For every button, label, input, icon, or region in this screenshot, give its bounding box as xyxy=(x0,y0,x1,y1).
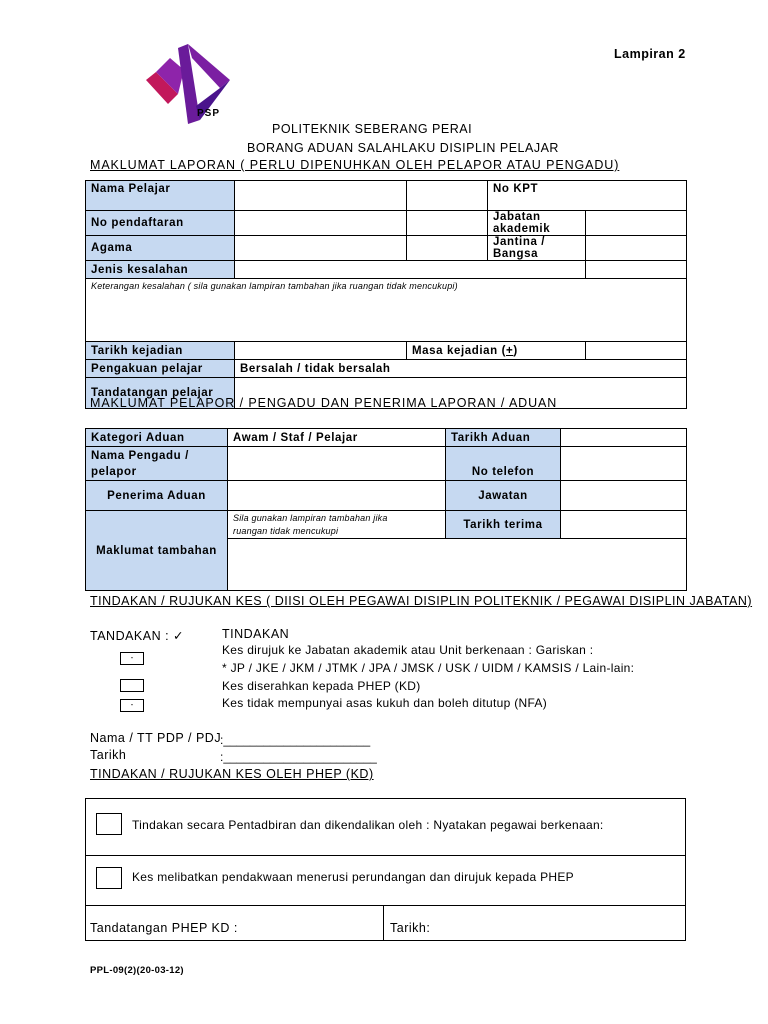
opt-nfa: Kes tidak mempunyai asas kukuh dan boleh ditutup (NFA) xyxy=(222,696,548,710)
label-jantina: Jantina / Bangsa xyxy=(488,236,586,261)
divider xyxy=(86,905,685,906)
complainant-table xyxy=(85,428,687,591)
input-jawatan[interactable] xyxy=(561,481,687,511)
section2-title: MAKLUMAT PELAPOR / PENGADU DAN PENERIMA LAPORAN / ADUAN xyxy=(90,396,558,410)
tindakan-heading: TINDAKAN xyxy=(222,627,290,641)
label-jawatan: Jawatan xyxy=(446,481,561,511)
opt-pentadbiran: Tindakan secara Pentadbiran dan dikendalikan oleh : Nyatakan pegawai berkenaan: xyxy=(132,818,604,832)
label-jenis: Jenis kesalahan xyxy=(86,261,235,279)
label-no-kpt: No KPT xyxy=(488,181,687,211)
checkbox-rujuk-jabatan[interactable]: - xyxy=(120,652,144,665)
keterangan-area[interactable] xyxy=(86,279,687,342)
label-agama: Agama xyxy=(86,236,235,261)
section1-title: MAKLUMAT LAPORAN ( PERLU DIPENUHKAN OLEH PELAPOR ATAU PENGADU) xyxy=(90,158,620,172)
checkbox-nfa[interactable]: - xyxy=(120,699,144,712)
blank-cell xyxy=(407,236,488,261)
kategori-options[interactable]: Awam / Staf / Pelajar xyxy=(228,429,446,447)
checkbox-pentadbiran[interactable] xyxy=(96,813,122,835)
label-jabatan: Jabatan akademik xyxy=(488,211,586,236)
label-tandatangan: Tandatangan pelajar xyxy=(86,378,235,409)
input-jenis[interactable] xyxy=(235,261,586,279)
input-no-telefon[interactable] xyxy=(561,447,687,481)
label-tarikh-phep: Tarikh: xyxy=(390,921,431,935)
label-masa-kejadian: Masa kejadian (+) xyxy=(407,342,586,360)
label-tarikh-aduan: Tarikh Aduan xyxy=(446,429,561,447)
blank-cell xyxy=(407,211,488,236)
checkbox-pendakwaan[interactable] xyxy=(96,867,122,889)
opt-rujuk-line1: Kes dirujuk ke Jabatan akademik atau Unit berkenaan : Gariskan : xyxy=(222,643,594,657)
input-jabatan[interactable] xyxy=(586,211,687,236)
input-no-pendaftaran[interactable] xyxy=(235,211,407,236)
label-penerima: Penerima Aduan xyxy=(86,481,228,511)
label-tarikh: Tarikh xyxy=(90,748,127,762)
input-jantina[interactable] xyxy=(586,236,687,261)
form-title: BORANG ADUAN SALAHLAKU DISIPLIN PELAJAR xyxy=(247,141,559,155)
input-nama-pelajar[interactable] xyxy=(235,181,407,211)
report-table xyxy=(85,180,687,409)
label-tarikh-kejadian: Tarikh kejadian xyxy=(86,342,235,360)
divider xyxy=(383,905,384,941)
opt-serah-phep: Kes diserahkan kepada PHEP (KD) xyxy=(222,679,421,693)
blank-cell xyxy=(407,181,488,211)
line-nama-tt[interactable]: :______________________ xyxy=(220,733,371,747)
input-masa-kejadian[interactable] xyxy=(586,342,687,360)
line-tarikh[interactable]: :_______________________ xyxy=(220,750,377,764)
divider xyxy=(86,855,685,856)
psp-logo xyxy=(140,40,240,126)
input-tarikh-kejadian[interactable] xyxy=(235,342,407,360)
label-tarikh-terima: Tarikh terima xyxy=(446,511,561,539)
blank-cell xyxy=(586,261,687,279)
input-tarikh-terima[interactable] xyxy=(561,511,687,539)
label-nama-pengadu: Nama Pengadu / pelapor xyxy=(86,447,228,481)
section4-title: TINDAKAN / RUJUKAN KES OLEH PHEP (KD) xyxy=(90,767,374,781)
input-penerima[interactable] xyxy=(228,481,446,511)
label-nama-tt: Nama / TT PDP / PDJ xyxy=(90,731,222,745)
input-agama[interactable] xyxy=(235,236,407,261)
pengakuan-options[interactable]: Bersalah / tidak bersalah xyxy=(235,360,687,378)
label-tandatangan-phep: Tandatangan PHEP KD : xyxy=(90,921,238,935)
label-nama-pelajar: Nama Pelajar xyxy=(86,181,235,211)
keterangan-note: Keterangan kesalahan ( sila gunakan lampiran tambahan jika ruangan tidak mencukupi) xyxy=(91,281,458,291)
input-nama-pengadu[interactable] xyxy=(228,447,446,481)
section3-title: TINDAKAN / RUJUKAN KES ( DIISI OLEH PEGAWAI DISIPLIN POLITEKNIK / PEGAWAI DISIPLIN JABATAN) xyxy=(90,594,753,608)
input-tarikh-aduan[interactable] xyxy=(561,429,687,447)
tandakan-label: TANDAKAN : ✓ xyxy=(90,629,185,643)
logo-text: PSP xyxy=(197,108,221,119)
label-maklumat: Maklumat tambahan xyxy=(86,511,228,591)
input-maklumat-tambahan[interactable] xyxy=(228,539,687,591)
label-no-telefon: No telefon xyxy=(446,447,561,481)
opt-pendakwaan: Kes melibatkan pendakwaan menerusi perundangan dan dirujuk kepada PHEP xyxy=(132,870,574,884)
checkbox-serah-phep[interactable] xyxy=(120,679,144,692)
org-name: POLITEKNIK SEBERANG PERAI xyxy=(272,122,473,136)
lampiran-label: Lampiran 2 xyxy=(614,47,686,61)
form-code: PPL-09(2)(20-03-12) xyxy=(90,965,184,976)
opt-rujuk-line2: * JP / JKE / JKM / JTMK / JPA / JMSK / USK / UIDM / KAMSIS / Lain-lain: xyxy=(222,661,635,675)
label-no-pendaftaran: No pendaftaran xyxy=(86,211,235,236)
label-pengakuan: Pengakuan pelajar xyxy=(86,360,235,378)
lampiran-note: Sila gunakan lampiran tambahan jika ruangan tidak mencukupi xyxy=(228,511,446,539)
label-kategori: Kategori Aduan xyxy=(86,429,228,447)
